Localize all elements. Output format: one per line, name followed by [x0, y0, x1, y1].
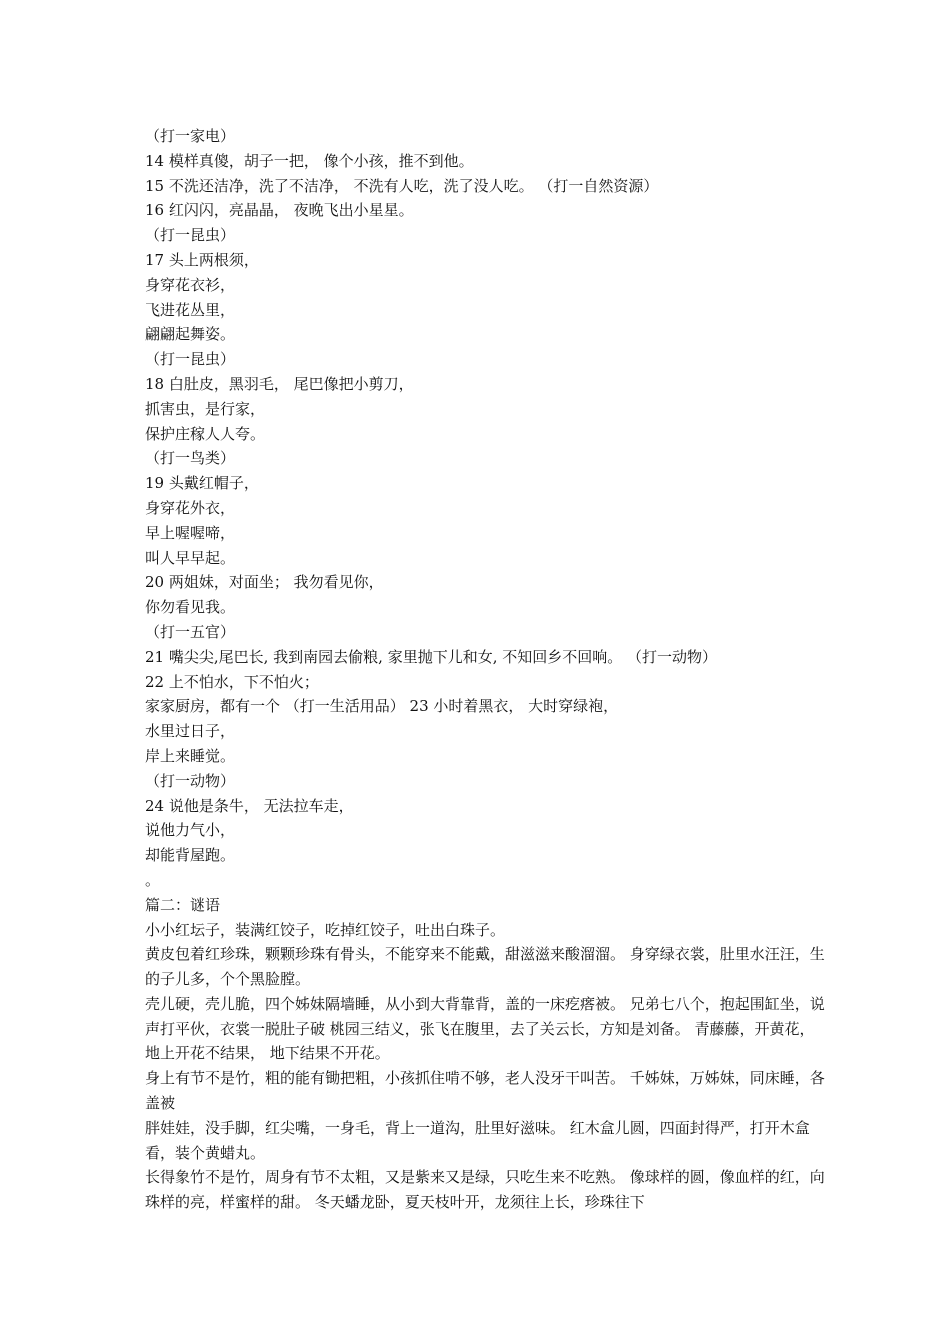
- riddle-15: 15 不洗还洁净，洗了不洁净， 不洗有人吃，洗了没人吃。 （打一自然资源）: [145, 176, 659, 195]
- riddle-paragraph: 小小红坛子，装满红饺子，吃掉红饺子，吐出白珠子。: [145, 920, 506, 939]
- riddle-22: 22 上不怕水，下不怕火；: [145, 672, 319, 691]
- text-line: 抓害虫，是行家，: [145, 399, 266, 418]
- text-line: （打一家电）: [145, 127, 236, 145]
- riddle-paragraph: 壳儿硬，壳儿脆，四个姊妹隔墙睡，从小到大背靠背，盖的一床疙瘩被。 兄弟七八个，抱起围缸坐，说声打平伙，衣裳一脱肚子破 桃园三结义，张飞在腹里，去了关云长，方知是刘备。 青藤藤，开黄花，地上开花不结果， 地下结果不开花。: [145, 994, 825, 1063]
- riddle-17: 17 头上两根须，: [145, 250, 259, 269]
- text-line: 保护庄稼人人夸。: [145, 424, 266, 443]
- text-line: 水里过日子，: [145, 722, 236, 741]
- riddle-paragraph: 黄皮包着红珍珠，颗颗珍珠有骨头，不能穿来不能戴，甜滋滋来酸溜溜。 身穿绿衣裳，肚里水汪汪，生的子儿多，个个黑脸膛。: [145, 945, 825, 989]
- riddle-paragraph: 长得象竹不是竹，周身有节不太粗，又是紫来又是绿，只吃生来不吃熟。 像球样的圆，像血样的红，向珠样的亮，样蜜样的甜。 冬天蟠龙卧，夏天枝叶开，龙须往上长，珍珠往下: [145, 1168, 825, 1212]
- document-body: [145, 124, 825, 1215]
- riddle-16: 16 红闪闪，亮晶晶， 夜晚飞出小星星。: [145, 201, 414, 220]
- text-line: （打一鸟类）: [145, 449, 236, 468]
- text-line: 却能背屋跑。: [145, 846, 236, 865]
- riddle-19: 19 头戴红帽子，: [145, 474, 259, 493]
- text-line: （打一昆虫）: [145, 226, 236, 245]
- riddle-24: 24 说他是条牛， 无法拉车走，: [145, 796, 354, 815]
- text-line: 早上喔喔啼，: [145, 523, 236, 542]
- riddle-20: 20 两姐妹，对面坐； 我勿看见你，: [145, 573, 384, 592]
- text-line: （打一昆虫）: [145, 350, 236, 369]
- section-heading: 篇二：谜语: [145, 895, 221, 914]
- riddle-14: 14 模样真傻，胡子一把， 像个小孩，推不到他。: [145, 151, 474, 170]
- riddle-18: 18 白肚皮，黑羽毛， 尾巴像把小剪刀，: [145, 374, 414, 393]
- text-line: 你勿看见我。: [145, 598, 236, 617]
- text-line: 岸上来睡觉。: [145, 746, 236, 765]
- riddle-21: 21 嘴尖尖,尾巴长, 我到南园去偷粮, 家里抛下儿和女, 不知回乡不回响。 （打一动物）: [145, 647, 718, 666]
- text-line: （打一五官）: [145, 622, 236, 641]
- text-line: （打一动物）: [145, 771, 236, 790]
- text-line: 说他力气小，: [145, 821, 236, 840]
- riddle-23: 家家厨房，都有一个 （打一生活用品） 23 小时着黑衣， 大时穿绿袍，: [145, 697, 619, 716]
- text-line: 。: [145, 870, 161, 889]
- text-line: 翩翩起舞姿。: [145, 325, 236, 344]
- text-line: 叫人早早起。: [145, 548, 236, 567]
- text-line: 身穿花衣衫，: [145, 275, 236, 294]
- text-line: 飞进花丛里，: [145, 300, 236, 319]
- text-line: 身穿花外衣，: [145, 498, 236, 517]
- riddle-paragraph: 身上有节不是竹，粗的能有锄把粗，小孩抓住啃不够，老人没牙干叫苦。 千姊妹，万姊妹，同床睡，各盖被: [145, 1069, 825, 1113]
- riddle-paragraph: 胖娃娃，没手脚，红尖嘴，一身毛，背上一道沟，肚里好滋味。 红木盒儿圆，四面封得严，打开木盒看，装个黄蜡丸。: [145, 1118, 810, 1162]
